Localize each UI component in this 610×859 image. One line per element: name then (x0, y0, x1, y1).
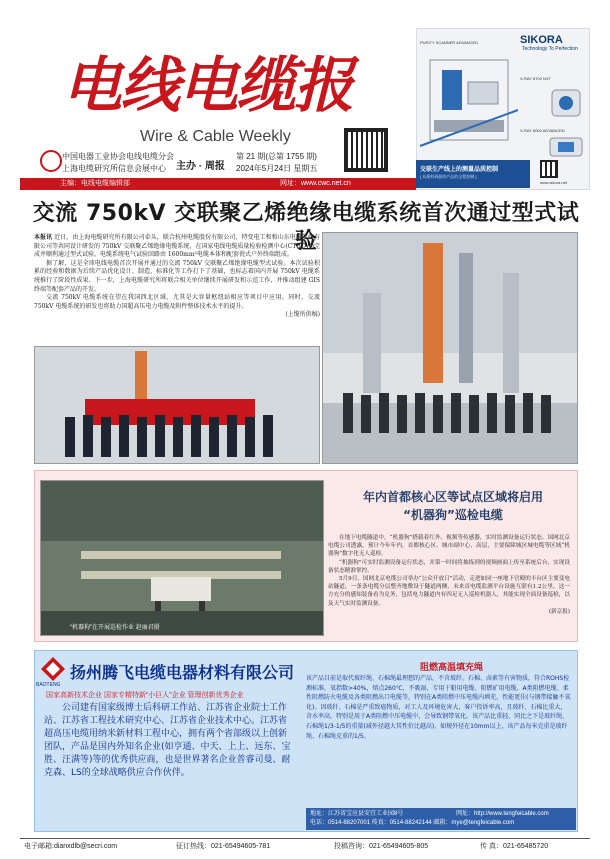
sikora-cta-title: 交联生产线上的测量品质控制 (420, 167, 499, 173)
contact-bar (306, 808, 576, 830)
newspaper-title-en: Wire & Cable Weekly (140, 128, 291, 145)
group-photo-banner (34, 346, 320, 464)
lead-byline: 本报讯 (34, 234, 53, 241)
product-xray-6000: X-RAY 6000 ADVANCED (520, 128, 565, 133)
robot-article (328, 534, 570, 616)
robot-paragraph-1: 在地下电缆隧道中，“机器狗”搭载着红外、视频等传感器，实时监测设备运行状态。国网北京电缆公司透露，预计今年年内，首都核心区、城市副中心、高层，主要保障城区城电缆等区域“机器狗”数字化无人巡检。 (328, 535, 570, 558)
company-tagline: 国家高新技术企业 国家专精特新“小巨人”企业 管理创新优秀企业 (46, 692, 244, 699)
robot-paragraph-3: 5月9日，国网北京电缆公司举办“公众开放日”活动，走进如同一座地下宫殿的丰台区主要变电站隧道，一条条电缆分层整齐地敷设于隧道两侧，未来首电缆监测平台设施互联有1.2公里，这一方充分的感知装备看为兑务，包括电力隧道内有四足无人巡检机器人，其能实现全面设备巡检，以及天气实时监测设备。 (328, 576, 570, 607)
robot-source: (新京报) (548, 608, 570, 615)
company-name: 扬州腾飞电缆电器材料有限公司 (70, 663, 295, 682)
product-purity-scanner: PURITY SCANNER ADVANCED (420, 40, 479, 45)
company-address: 地址：江苏省宝应县安宜工业园8号 (310, 811, 404, 817)
issue-date: 2024年5月24日 星期五 (236, 164, 318, 173)
lead-paragraph-1: 近日，由上海电缆研究所有限公司牵头，联合杭州电缆股份有限公司、特变电工和和山东电缆附件有限公司等共同设计研发的 750kV 交联聚乙烯绝缘电缆系统，在国家电线电缆质量检验检测中心(CTBCW)完成并顺利通过型式试验。电缆系统电气试验回路由 1600mm²电缆本体和配套瓷式户外终端组成。 (34, 234, 320, 259)
robot-title-line1: 年内首都核心区等试点区域将启用 (362, 490, 543, 504)
xray-8700-device-icon (548, 86, 584, 120)
product-title: 阻燃高温填充绳 (420, 663, 484, 673)
sikora-slogan: Technology To Perfection (522, 46, 578, 52)
organizer-1: 中国电器工业协会电线电缆分会 (62, 152, 174, 161)
editor-label: 主编：电线电缆编辑部 (60, 180, 130, 187)
footer-fax: 传 真：021-65485720 (480, 843, 549, 850)
sikora-url[interactable]: www.sikora.net (540, 180, 567, 185)
baoteng-logo-icon (40, 656, 66, 682)
footer-subscribe: 征订热线：021-65494605-781 (176, 843, 271, 850)
newspaper-title: 电线电缆报 (62, 51, 352, 121)
footer-submission: 投稿咨询：021-65494605-805 (334, 843, 429, 850)
website-link[interactable]: 网址：www.cwc.net.cn (280, 180, 351, 187)
robot-paragraph-2: “机器狗”可实时监测设备运行状态，并第一时间将抽拣到的视频画面上传至系统后台，实现设备状态精准掌控。 (328, 559, 570, 574)
test-site-photo-large (322, 232, 578, 464)
organizer-2: 上海电缆研究所信息会展中心 (62, 164, 166, 173)
company-website[interactable]: 网址：http://www.tengfeicable.com (456, 811, 549, 817)
robot-photo-caption: “机器狗”在开展巡检作业 赵丽君摄 (70, 625, 160, 631)
lead-article (34, 234, 320, 320)
sikora-cta-subtitle: [ 从源料到最终产品的全程控制 ] (420, 174, 477, 179)
robot-dog-photo (40, 480, 324, 636)
footer-email[interactable]: 电子邮箱:dianxdlb@secri.com (24, 843, 118, 850)
company-description: 公司建有国家级博士后科研工作站、江苏省企业院士工作站、江苏省工程技术研究中心、江苏省企业技术中心。江苏省超高压电缆用纳米新材料工程中心，拥有两个省部级以上创新团队，产品是国内外知名企业(如亨通、中天、上上、远东、宝胜、汪满等)等的优秀供应商，也是世界著名企业普睿司曼、耐克森、LS的全球战略供应合作伙伴。 (44, 703, 291, 778)
issue-number: 第 21 期(总第 1755 期) (236, 152, 317, 161)
product-description: 该产品目前是取代玻纤绳、石棉绳最理想的产品，不含玻纤、石棉、卤素等有害物质，符合ROHS检测标准，氧指数>40%，熔点260℃，不吸湿，专用于船用电缆、阻燃矿用电缆、A类阻燃电缆、柔性阻燃防火电缆及各类阻燃出口电缆等，特别在A类阻燃中压电缆内填充，性能更佳(与钢带接触不氧化)。因玻纤、石棉是严重致癌物质，对工人及环境危害大，客户投诉率高，且玻纤、石棉比重大，含水率高，特别是用于A类阻燃中压电缆中，会导致钢带氧化。该产品比重轻，同比之下是玻纤绳、石棉绳1/3-1/5的重量(减外径越大其性价比越高)，如规外径在10mm以上，该产品每米克重是玻纤绳、石棉绳克重的1/5。 (306, 675, 571, 740)
lead-source: (上缆所供稿) (285, 311, 320, 319)
product-xray-8700: X-RAY 8700 NXT (520, 76, 551, 81)
xray-6000-device-icon (548, 134, 584, 158)
company-phone: 电话：0514-88207001 传真：0514-88242144 邮箱：mye@tengfeicable.com (310, 820, 515, 826)
sikora-logo: SIKORA (520, 34, 563, 46)
qr-code-icon (344, 128, 388, 172)
lead-paragraph-2: 据了解，这是全球电线电缆首次开展并通过的交流 750kV 交联聚乙烯绝缘电缆型式试验。本次试验积累的经验和数据为后续产品优化设计、制造、标准化等工作打下了基础，也标志着国内开展 750kV 电缆系统推行了阶段性成果。下一步，上海电缆研究所将联合相关单位继续开展研发和示范工作，并推动组建 GIS 终端等配套产品的开发。 (34, 259, 320, 293)
lead-paragraph-3: 交流 750kV 电缆系统在望在我国西北区域、尤其是大容量枢纽站相应等项目中应用。同时，交流 750kV 电缆系统的研发也将助力国超高压电力电缆及附件整体技术水平的提升。 (34, 294, 320, 310)
organization-logo-icon (40, 150, 62, 172)
sikora-qr-code-icon (540, 160, 558, 178)
robot-title-line2: “机器狗”巡检电缆 (403, 508, 503, 522)
baoteng-logo-text: BAOTENG (36, 682, 61, 688)
sponsor-label: 主办 · 周报 (176, 161, 225, 172)
production-line-illustration (420, 50, 518, 156)
headline: 交流 750kV 交联聚乙烯绝缘电缆系统首次通过型式试验 (32, 201, 580, 254)
